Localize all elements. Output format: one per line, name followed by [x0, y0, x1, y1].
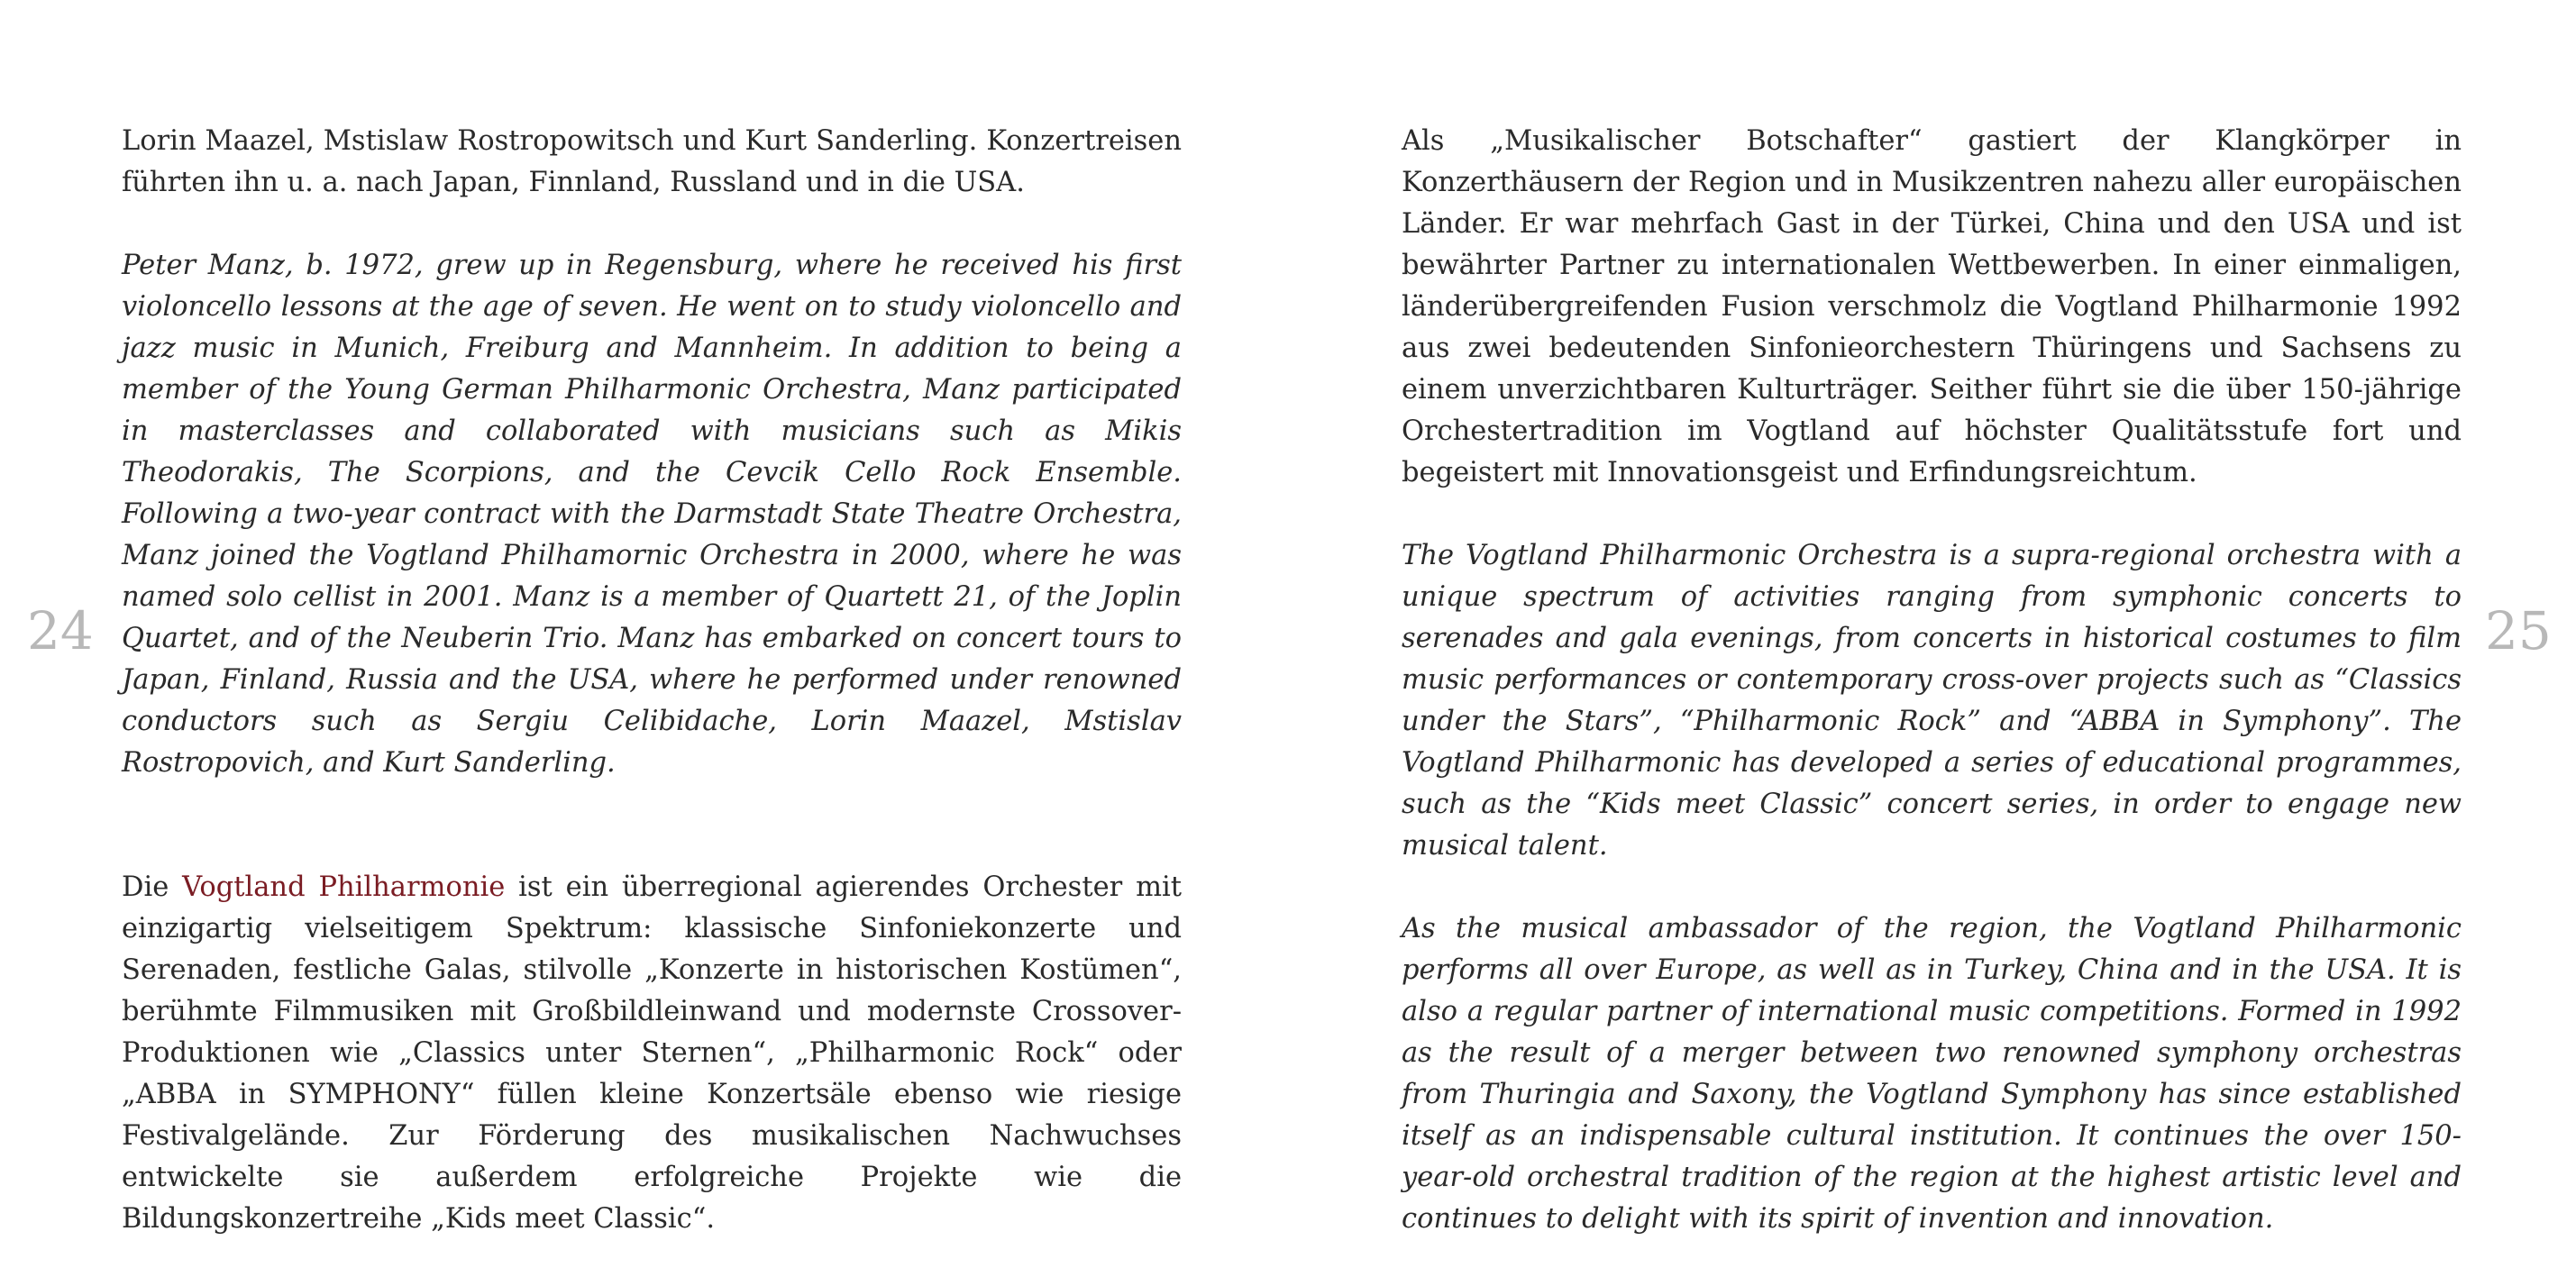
para3-rest: ist ein überregional agierendes Orchester mit einzigartig vielseitigem Spektrum: klassische Sinfoniekonzerte und Serenaden, festliche Galas, stilvolle „Konzerte in historischen Kostümen“, berühmte Filmmusiken mit Großbildleinwand und modernste Crossover-Produktionen wie „Classics unter Sternen“, „Philharmonic Rock“ oder „ABBA in SYMPHONY“ füllen kleine Konzertsäle ebenso wie riesige Festivalgelände. Zur Förderung des musikalischen Nachwuchses entwickelte sie außerdem erfolgreiche Projekte wie die Bildungskonzertreihe „Kids meet Classic“.: [122, 871, 1183, 1235]
right-paragraph-3-english: As the musical ambassador of the region, the Vogtland Philharmonic performs all over Europe, as well as in Turkey, China and in the USA. It is also a regular partner of international music competitions. Formed in 1992 as the result of a merger between two renowned symphony orchestras from Thuringia and Saxony, the Vogtland Symphony has since established itself as an indispensable cultural institution. It continues the over 150-year-old orchestral tradition of the region at the highest artistic level and continues to delight with its spirit of invention and innovation.: [1402, 913, 2462, 1235]
left-paragraph-1: Lorin Maazel, Mstislaw Rostropowitsch und Kurt Sanderling. Konzertreisen führten ihn u. a. nach Japan, Finnland, Russland und in die USA.: [122, 125, 1182, 198]
page-number-left: 24: [27, 600, 94, 661]
left-paragraph-3-german-orchestra: [122, 867, 1182, 1240]
para3-prefix: Die: [122, 871, 169, 903]
page-number-right: 25: [2485, 600, 2552, 661]
orchestra-name-highlight: Vogtland Philharmonie: [182, 871, 506, 903]
right-paragraph-2-english: The Vogtland Philharmonic Orchestra is a supra-regional orchestra with a unique spectrum of activities ranging from symphonic concerts to serenades and gala evenings, from concerts in historical costumes to film music performances or contemporary cross-over projects such as “Classics under the Stars”, “Philharmonic Rock” and “ABBA in Symphony”. The Vogtland Philharmonic has developed a series of educational programmes, such as the “Kids meet Classic” concert series, in order to engage new musical talent.: [1402, 540, 2462, 862]
left-paragraph-2-english-bio: Peter Manz, b. 1972, grew up in Regensburg, where he received his first violoncello lessons at the age of seven. He went on to study violoncello and jazz music in Munich, Freiburg and Mannheim. In addition to being a member of the Young German Philharmonic Orchestra, Manz participated in masterclasses and collaborated with musicians such as Mikis Theodorakis, The Scorpions, and the Cevcik Cello Rock Ensemble. Following a two-year contract with the Darmstadt State Theatre Orchestra, Manz joined the Vogtland Philhamornic Orchestra in 2000, where he was named solo cellist in 2001. Manz is a member of Quartett 21, of the Joplin Quartet, and of the Neuberin Trio. Manz has embarked on concert tours to Japan, Finland, Russia and the USA, where he performed under renowned conductors such as Sergiu Celibidache, Lorin Maazel, Mstislav Rostropovich, and Kurt Sanderling.: [122, 250, 1182, 779]
right-page-text-column: [1402, 121, 2462, 1240]
right-paragraph-1-german: Als „Musikalischer Botschafter“ gastiert der Klangkörper in Konzerthäusern der Region und in Musikzentren nahezu aller europäischen Länder. Er war mehrfach Gast in der Türkei, China und den USA und ist bewährter Partner zu internationalen Wettbewerben. In einer einmaligen, länderübergreifenden Fusion verschmolz die Vogtland Philharmonie 1992 aus zwei bedeutenden Sinfonieorchestern Thüringens und Sachsens zu einem unverzichtbaren Kulturträger. Seither führt sie die über 150-jährige Orchestertradition im Vogtland auf höchster Qualitätsstufe fort und begeistert mit Innovationsgeist und Erfindungsreichtum.: [1402, 125, 2462, 488]
left-page-text-column: [122, 121, 1182, 1240]
